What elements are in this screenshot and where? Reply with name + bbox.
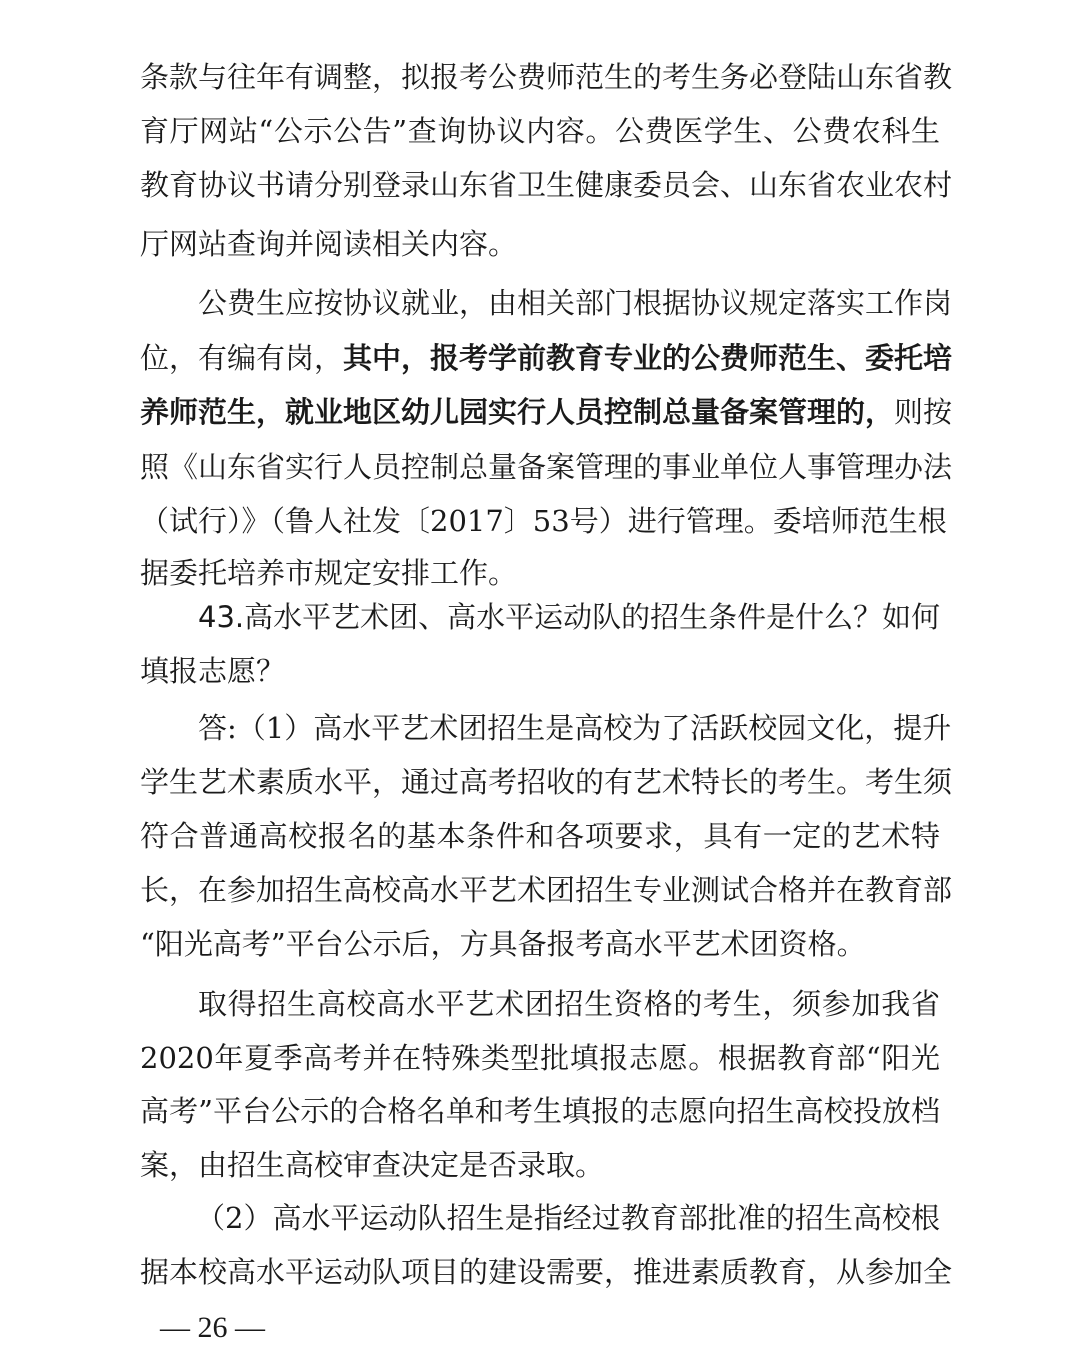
text-line: 条款与往年有调整，拟报考公费师范生的考生务必登陆山东省教 [140,60,953,94]
text-line: （2）高水平运动队招生是指经过教育部批准的招生高校根 [196,1201,940,1235]
text-line: （试行）》（鲁人社发〔2017〕53号）进行管理。委培师范生根 [140,504,947,538]
bold-text-span: 养师范生，就业地区幼儿园实行人员控制总量备案管理的， [140,395,895,429]
text-line: 据本校高水平运动队项目的建设需要，推进素质教育，从参加全 [140,1255,953,1289]
text-line: 公费生应按协议就业，由相关部门根据协议规定落实工作岗 [198,286,953,320]
text-line: 学生艺术素质水平，通过高考招收的有艺术特长的考生。考生须 [140,765,953,799]
text-line: 答:（1）高水平艺术团招生是高校为了活跃校园文化，提升 [198,711,952,745]
question-heading-line: 43.高水平艺术团、高水平运动队的招生条件是什么？如何 [198,600,941,634]
question-heading-line: 填报志愿？ [140,654,286,688]
text-line: “阳光高考”平台公示后，方具备报考高水平艺术团资格。 [140,927,866,961]
text-line: 据委托培养市规定安排工作。 [140,556,518,590]
text-line: 符合普通高校报名的基本条件和各项要求，具有一定的艺术特 [140,819,940,853]
text-line: 育厅网站“公示公告”查询协议内容。公费医学生、公费农科生 [140,114,940,148]
text-line-mixed [140,331,953,385]
bold-text-span: 其中，报考学前教育专业的公费师范生、委托培 [343,341,953,375]
text-line-mixed [140,385,953,439]
text-line: 照《山东省实行人员控制总量备案管理的事业单位人事管理办法 [140,450,953,484]
text-span: 则按 [894,395,953,429]
text-line: 高考”平台公示的合格名单和考生填报的志愿向招生高校投放档 [140,1094,940,1128]
text-line: 厅网站查询并阅读相关内容。 [140,227,518,261]
text-line: 案，由招生高校审查决定是否录取。 [140,1148,605,1182]
text-line: 长，在参加招生高校高水平艺术团招生专业测试合格并在教育部 [140,873,953,907]
text-line: 2020年夏季高考并在特殊类型批填报志愿。根据教育部“阳光 [140,1041,940,1075]
text-span: 位，有编有岗， [140,341,344,375]
text-line: 取得招生高校高水平艺术团招生资格的考生，须参加我省 [198,987,940,1021]
text-line: 教育协议书请分别登录山东省卫生健康委员会、山东省农业农村 [140,168,953,202]
page-number: — 26 — [160,1311,265,1344]
